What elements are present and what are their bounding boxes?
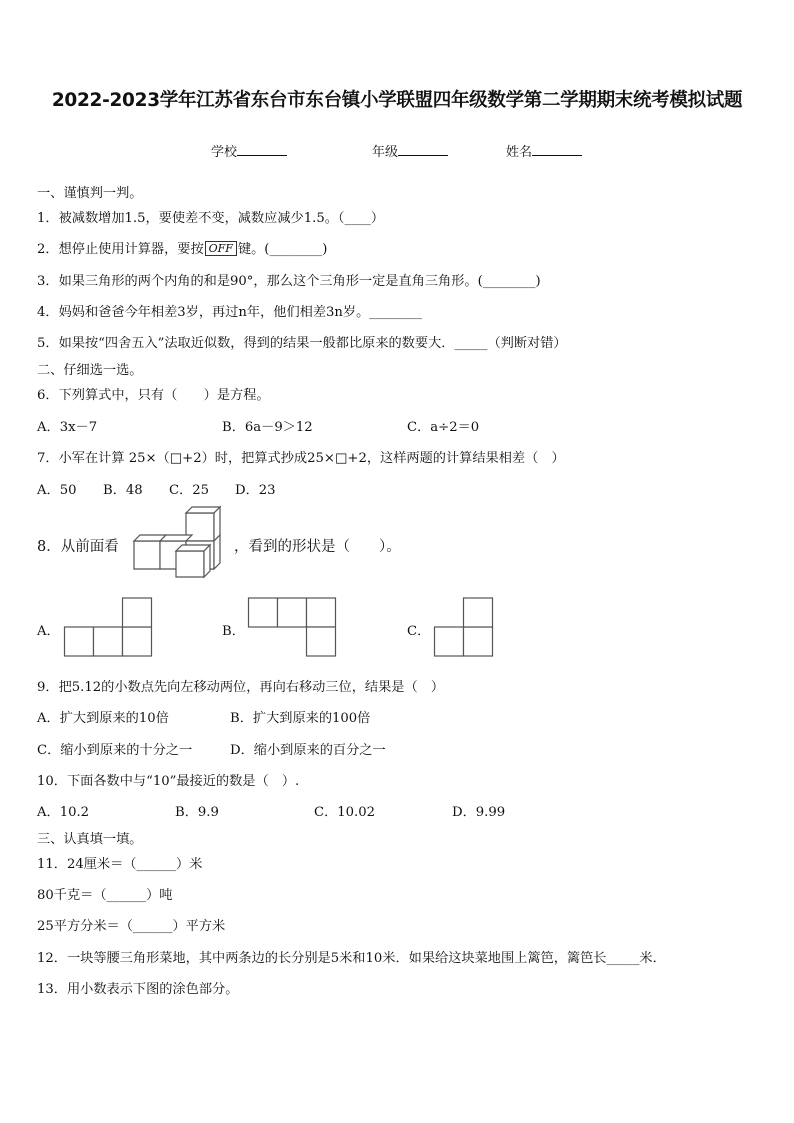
school-label: 学校	[211, 145, 238, 160]
question-12: 12．一块等腰三角形菜地，其中两条边的长分别是5米和10米．如果给这块菜地围上篱笆，篱笆长_____米．	[37, 951, 666, 966]
name-field[interactable]	[506, 141, 582, 160]
section-heading-1: 一、谨慎判一判。	[37, 186, 143, 201]
off-key-icon: OFF	[205, 241, 237, 256]
question-8-text: 8．从前面看	[37, 539, 119, 555]
q7-option-d[interactable]: D．23	[235, 483, 276, 498]
question-3: 3．如果三角形的两个内角的和是90°，那么这个三角形一定是直角三角形。(________)	[37, 274, 541, 289]
question-11-line-3: 25平方分米＝（______）平方米	[37, 919, 226, 934]
q8-option-b-shape[interactable]	[248, 597, 338, 657]
name-label: 姓名	[506, 145, 533, 160]
q6-option-b[interactable]: B．6a－9＞12	[222, 420, 313, 435]
q10-option-b[interactable]: B．9.9	[175, 805, 219, 820]
question-13: 13．用小数表示下图的涂色部分。	[37, 982, 239, 997]
q8-option-c-label[interactable]: C．	[407, 624, 431, 639]
q8-option-b-label[interactable]: B．	[222, 624, 245, 639]
question-1: 1．被减数增加1.5，要使差不变，减数应减少1.5。（____）	[37, 211, 385, 226]
q7-option-c[interactable]: C．25	[169, 483, 210, 498]
q8-option-a-shape[interactable]	[64, 597, 154, 657]
question-11-line-2: 80千克＝（______）吨	[37, 888, 173, 903]
exam-title: 2022-2023学年江苏省东台市东台镇小学联盟四年级数学第二学期期末统考模拟试题	[51, 90, 743, 111]
q10-option-d[interactable]: D．9.99	[452, 805, 506, 820]
question-2	[37, 238, 327, 257]
question-6: 6．下列算式中，只有（ ）是方程。	[37, 388, 270, 403]
question-5: 5．如果按“四舍五入”法取近似数，得到的结果一般都比原来的数要大．_____（判断对错）	[37, 336, 567, 351]
grade-field[interactable]	[372, 141, 448, 160]
question-10: 10．下面各数中与“10”最接近的数是（ ）.	[37, 774, 300, 789]
q7-option-a[interactable]: A．50	[37, 483, 77, 498]
cube-stack-figure	[130, 509, 220, 579]
q6-option-c[interactable]: C．a÷2＝0	[407, 420, 480, 435]
question-4: 4．妈妈和爸爸今年相差3岁，再过n年，他们相差3n岁。________	[37, 305, 423, 320]
question-11-line-1: 11．24厘米＝（______）米	[37, 857, 203, 872]
section-heading-3: 三、认真填一填。	[37, 832, 143, 847]
q6-option-a[interactable]: A．3x－7	[37, 420, 98, 435]
school-field[interactable]	[211, 141, 287, 160]
q7-option-b[interactable]: B．48	[103, 483, 143, 498]
question-8-prompt: ，看到的形状是（ ）。	[234, 539, 401, 555]
question-7: 7．小军在计算 25×（□+2）时，把算式抄成25×□+2，这样两题的计算结果相差（ ）	[37, 451, 565, 466]
q9-option-b[interactable]: B．扩大到原来的100倍	[230, 711, 371, 726]
q10-option-c[interactable]: C．10.02	[314, 805, 376, 820]
q9-option-c[interactable]: C．缩小到原来的十分之一	[37, 743, 193, 758]
question-2-text: 2．想停止使用计算器，要按	[37, 242, 204, 257]
q8-option-a-label[interactable]: A．	[37, 624, 60, 639]
q10-option-a[interactable]: A．10.2	[37, 805, 90, 820]
question-2-blank: 键。(________)	[237, 242, 328, 257]
q9-option-a[interactable]: A．扩大到原来的10倍	[37, 711, 169, 726]
question-9: 9．把5.12的小数点先向左移动两位，再向右移动三位，结果是（ ）	[37, 680, 445, 695]
q9-option-d[interactable]: D．缩小到原来的百分之一	[230, 743, 386, 758]
grade-label: 年级	[372, 145, 399, 160]
q8-option-c-shape[interactable]	[434, 597, 496, 657]
section-heading-2: 二、仔细选一选。	[37, 363, 143, 378]
